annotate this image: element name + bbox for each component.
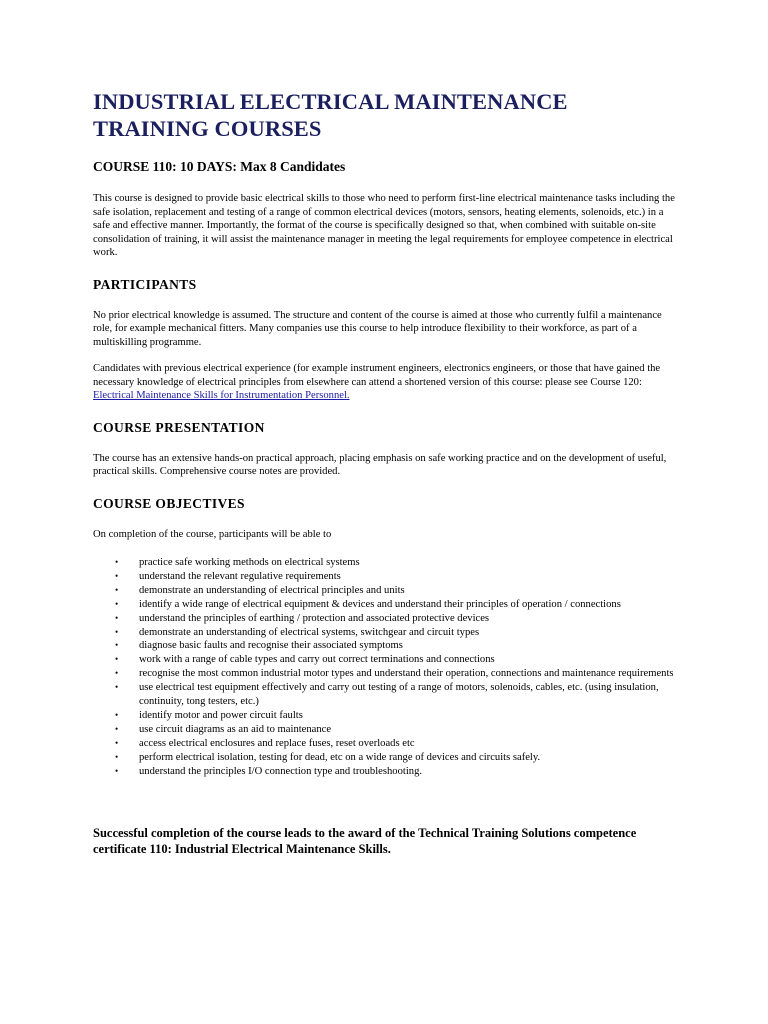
objective-item bbox=[93, 765, 683, 779]
intro-paragraph: This course is designed to provide basic electrical skills to those who need to perform first-line electrical maintenance tasks including the safe isolation, replacement and testing of a range of common electrical devices (motors, sensors, heating elements, solenoids, etc.) in a safe and effective manner. Importantly, the format of the course is specifically designed so that, when combined with suitable on-site consolidation of training, it will assist the maintenance manager in meeting the legal requirements for employee competence in electrical work. bbox=[93, 193, 675, 258]
bullet-icon: • bbox=[115, 598, 119, 609]
objective-text: understand the relevant regulative requirements bbox=[139, 570, 341, 582]
objective-text: diagnose basic faults and recognise their associated symptoms bbox=[139, 640, 403, 652]
bullet-icon: • bbox=[115, 654, 119, 665]
objective-item bbox=[93, 626, 683, 640]
objective-text: perform electrical isolation, testing for dead, etc on a wide range of devices and circuits safely. bbox=[139, 751, 541, 763]
objective-text: practice safe working methods on electrical systems bbox=[139, 557, 360, 568]
objective-item bbox=[93, 667, 683, 681]
bullet-icon: • bbox=[115, 668, 119, 679]
objectives-list bbox=[93, 556, 683, 779]
participants-paragraph-2-text: Candidates with previous electrical experience (for example instrument engineers, electronics engineers, or those that have gained the necessary knowledge of electrical principles from elsewhere can attend a shortened version of this course: please see Course 120: bbox=[93, 363, 661, 388]
objective-item bbox=[93, 653, 683, 667]
bullet-icon: • bbox=[115, 626, 119, 637]
objective-item bbox=[93, 751, 683, 765]
objective-text: identify motor and power circuit faults bbox=[139, 709, 303, 721]
objective-text: identify a wide range of electrical equipment & devices and understand their principles of operation / connections bbox=[139, 598, 621, 610]
bullet-icon: • bbox=[115, 709, 119, 720]
presentation-paragraph: The course has an extensive hands-on practical approach, placing emphasis on safe working practice and on the development of useful, practical skills. Comprehensive course notes are provided. bbox=[93, 452, 667, 477]
bullet-icon: • bbox=[115, 557, 119, 567]
objective-text: work with a range of cable types and carry out correct terminations and connections bbox=[139, 654, 495, 666]
objectives-heading: COURSE OBJECTIVES bbox=[93, 495, 245, 511]
objective-item bbox=[93, 556, 683, 570]
objective-item bbox=[93, 612, 683, 626]
participants-paragraph-2 bbox=[93, 362, 683, 403]
objective-item bbox=[93, 584, 683, 598]
objective-item bbox=[93, 723, 683, 737]
bullet-icon: • bbox=[115, 751, 119, 762]
presentation-heading: COURSE PRESENTATION bbox=[93, 419, 265, 435]
document-page bbox=[93, 88, 683, 857]
objective-text: use circuit diagrams as an aid to maintenance bbox=[139, 723, 332, 735]
objective-text: access electrical enclosures and replace fuses, reset overloads etc bbox=[139, 737, 415, 749]
objective-text: use electrical test equipment effectively and carry out testing of a range of motors, solenoids, cables, etc. (using insulation, continuity, tong testers, etc.) bbox=[139, 682, 659, 708]
objective-item bbox=[93, 598, 683, 612]
objective-item bbox=[93, 639, 683, 653]
bullet-icon: • bbox=[115, 640, 119, 651]
objectives-intro: On completion of the course, participants will be able to bbox=[93, 528, 332, 540]
objective-text: understand the principles of earthing / protection and associated protective devices bbox=[139, 612, 490, 624]
objective-text: demonstrate an understanding of electrical principles and units bbox=[139, 584, 405, 596]
objective-item bbox=[93, 709, 683, 723]
objective-item bbox=[93, 681, 683, 709]
objective-item bbox=[93, 570, 683, 584]
bullet-icon: • bbox=[115, 584, 119, 595]
bullet-icon: • bbox=[115, 612, 119, 623]
closing-statement: Successful completion of the course leads to the award of the Technical Training Solutions competence certificate 110: Industrial Electrical Maintenance Skills. bbox=[93, 825, 637, 856]
course-120-link[interactable]: Electrical Maintenance Skills for Instrumentation Personnel. bbox=[93, 390, 350, 401]
page-title: INDUSTRIAL ELECTRICAL MAINTENANCE TRAINING COURSES bbox=[93, 89, 568, 141]
bullet-icon: • bbox=[115, 737, 119, 748]
objective-item bbox=[93, 737, 683, 751]
participants-heading: PARTICIPANTS bbox=[93, 276, 197, 292]
objective-text: recognise the most common industrial motor types and understand their operation, connections and maintenance requirements bbox=[139, 668, 674, 680]
objective-text: demonstrate an understanding of electrical systems, switchgear and circuit types bbox=[139, 626, 480, 638]
objective-text: understand the principles I/O connection type and troubleshooting. bbox=[139, 765, 423, 777]
bullet-icon: • bbox=[115, 765, 119, 776]
bullet-icon: • bbox=[115, 723, 119, 734]
course-subtitle: COURSE 110: 10 DAYS: Max 8 Candidates bbox=[93, 159, 346, 174]
bullet-icon: • bbox=[115, 570, 119, 581]
participants-paragraph-1: No prior electrical knowledge is assumed. The structure and content of the course is aimed at those who currently fulfil a maintenance role, for example mechanical fitters. Many companies use this course to help introduce flexibility to their workforce, as part of a multiskilling programme. bbox=[93, 309, 662, 348]
bullet-icon: • bbox=[115, 682, 119, 693]
